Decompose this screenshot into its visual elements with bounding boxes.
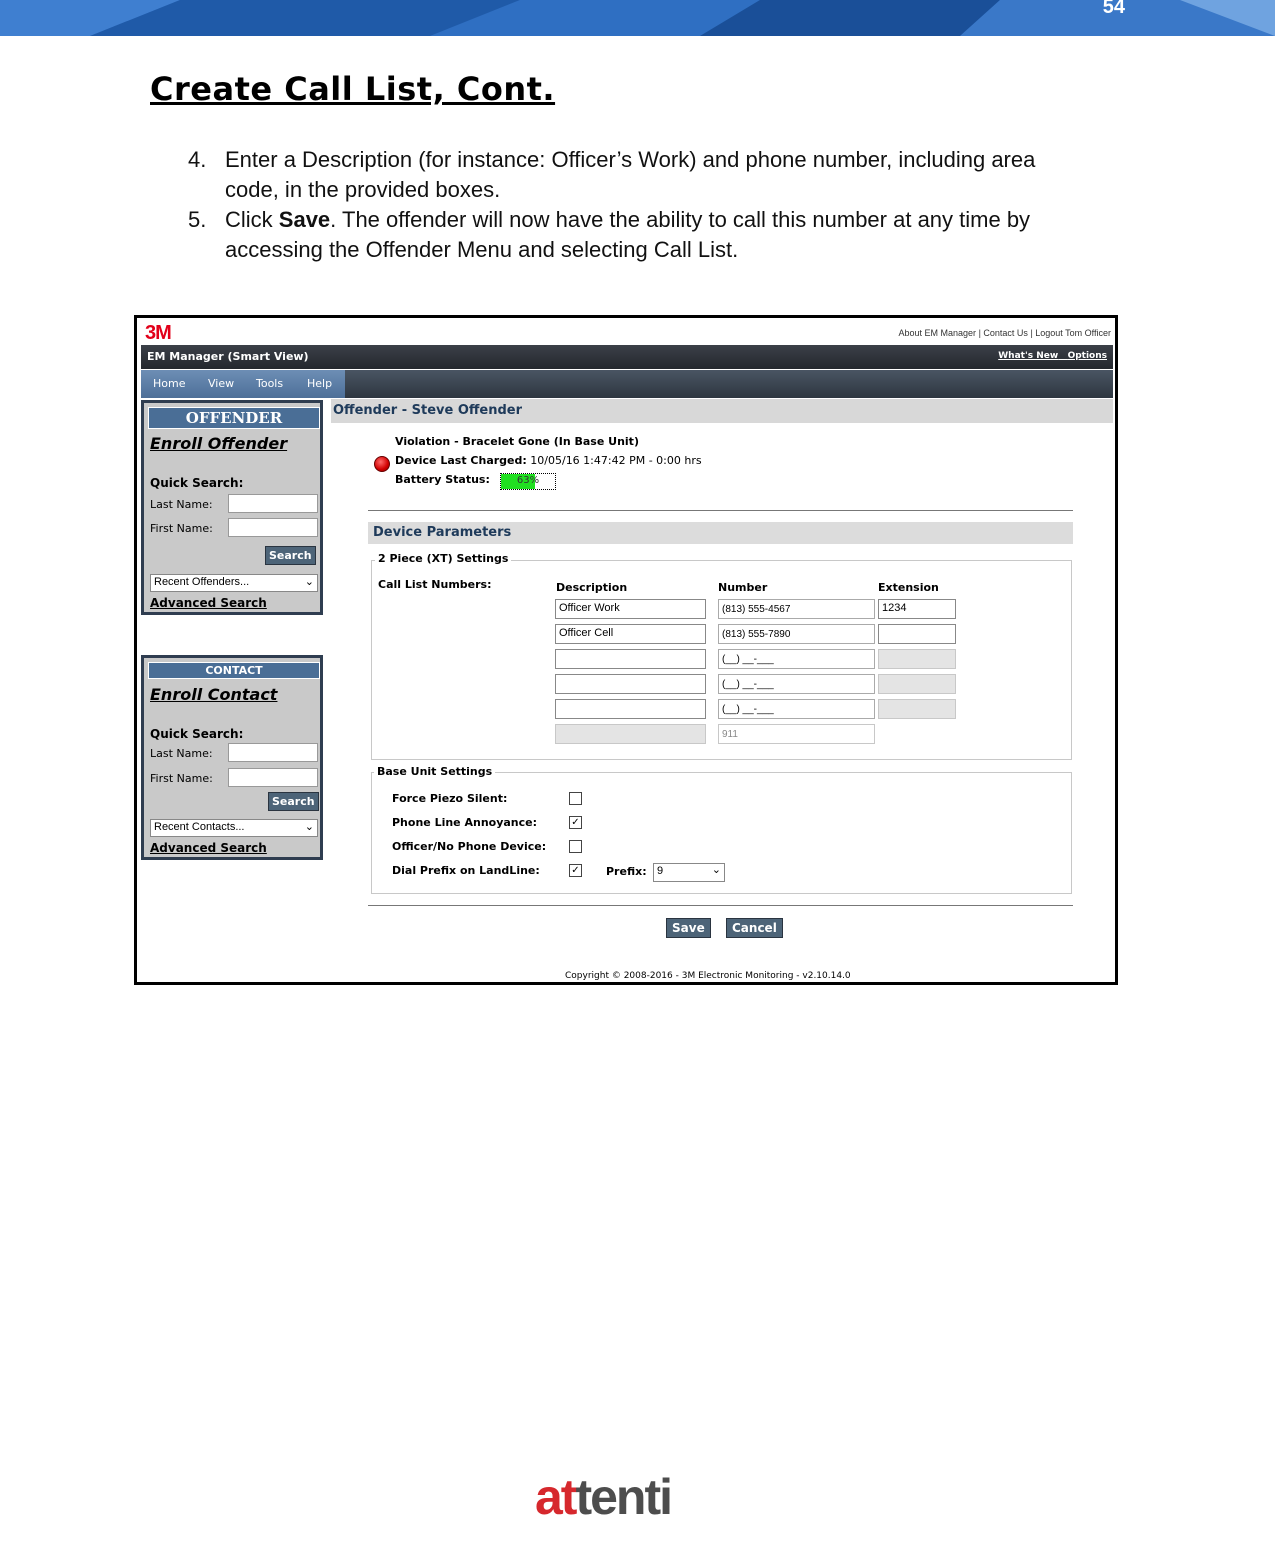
- base-setting-label: Dial Prefix on LandLine:: [392, 864, 540, 877]
- first-name-label: First Name:: [150, 522, 213, 535]
- extension-input[interactable]: 1234: [878, 599, 956, 619]
- offender-panel: [141, 400, 323, 615]
- device-last-charged: [395, 454, 702, 467]
- page-number: 54: [1102, 0, 1125, 18]
- app-title-bar: [141, 345, 1113, 369]
- extension-input[interactable]: [878, 624, 956, 644]
- emergency-number-field: 911: [718, 724, 875, 744]
- menu-bar: [141, 370, 1113, 398]
- menu-tools[interactable]: Tools: [256, 377, 284, 390]
- banner-decoration: [0, 0, 1275, 36]
- chevron-down-icon: ⌄: [711, 864, 721, 876]
- logo-part2: tenti: [575, 1469, 672, 1525]
- call-list-label: Call List Numbers:: [378, 578, 492, 591]
- step-number: 4.: [188, 147, 207, 172]
- col-number: Number: [718, 581, 768, 594]
- base-setting-label: Force Piezo Silent:: [392, 792, 508, 805]
- battery-value: 63%: [516, 475, 540, 486]
- battery-meter: [500, 473, 556, 490]
- recent-offenders-select[interactable]: [150, 574, 318, 592]
- extension-input-disabled: [878, 674, 956, 694]
- extension-input-disabled: [878, 649, 956, 669]
- prefix-label: Prefix:: [606, 865, 647, 878]
- last-name-label: Last Name:: [150, 747, 213, 760]
- menu-view[interactable]: View: [208, 377, 235, 390]
- contact-panel: [141, 655, 323, 860]
- chevron-down-icon: ⌄: [304, 821, 314, 833]
- quick-search-label: Quick Search:: [150, 727, 244, 741]
- charged-label: Device Last Charged:: [395, 454, 527, 467]
- number-input[interactable]: (__) __-___: [718, 649, 875, 669]
- description-input[interactable]: Officer Work: [555, 599, 706, 619]
- contact-first-name-input[interactable]: [228, 768, 318, 787]
- last-name-label: Last Name:: [150, 498, 213, 511]
- force-piezo-checkbox[interactable]: [569, 792, 582, 805]
- offender-header: [331, 399, 1113, 423]
- number-input[interactable]: (__) __-___: [718, 674, 875, 694]
- save-button[interactable]: Save: [666, 918, 711, 938]
- battery-label: Battery Status:: [395, 473, 490, 486]
- first-name-label: First Name:: [150, 772, 213, 785]
- description-input-disabled: [555, 724, 706, 744]
- quick-search-label: Quick Search:: [150, 476, 244, 490]
- device-parameters-title: Device Parameters: [373, 525, 512, 540]
- phone-line-annoyance-checkbox[interactable]: ✓: [569, 816, 582, 829]
- chevron-down-icon: ⌄: [304, 576, 314, 588]
- contact-us-link[interactable]: Contact Us: [983, 328, 1028, 338]
- device-parameters-header: [368, 522, 1073, 544]
- logo-part1: at: [535, 1469, 576, 1525]
- number-input[interactable]: (__) __-___: [718, 699, 875, 719]
- page-header-banner: [0, 0, 1275, 36]
- dial-prefix-checkbox[interactable]: ✓: [569, 864, 582, 877]
- options-link[interactable]: Options: [1067, 351, 1107, 361]
- base-setting-label: Phone Line Annoyance:: [392, 816, 538, 829]
- app-screenshot: [134, 315, 1118, 985]
- step-number: 5.: [188, 207, 207, 232]
- col-description: Description: [556, 581, 628, 594]
- violation-text: Violation - Bracelet Gone (In Base Unit): [395, 435, 639, 448]
- step-5: [188, 205, 1088, 265]
- divider: [368, 510, 1073, 511]
- description-input[interactable]: [555, 649, 706, 669]
- extension-input-disabled: [878, 699, 956, 719]
- description-input[interactable]: Officer Cell: [555, 624, 706, 644]
- prefix-select[interactable]: [653, 863, 725, 882]
- prefix-value: 9: [657, 865, 664, 877]
- recent-offenders-value: Recent Offenders...: [154, 576, 250, 588]
- contact-advanced-search-link[interactable]: Advanced Search: [150, 841, 267, 855]
- step-text: Click: [225, 207, 279, 232]
- recent-contacts-value: Recent Contacts...: [154, 821, 245, 833]
- contact-search-button[interactable]: Search: [268, 792, 319, 811]
- menu-help[interactable]: Help: [307, 377, 333, 390]
- offender-search-button[interactable]: Search: [265, 546, 316, 565]
- number-input[interactable]: (813) 555-7890: [718, 624, 875, 644]
- instruction-steps: [188, 145, 1088, 265]
- description-input[interactable]: [555, 699, 706, 719]
- menu-tabs: [141, 370, 345, 398]
- logout-link[interactable]: Logout Tom Officer: [1035, 328, 1111, 338]
- 3m-logo: 3M: [145, 322, 171, 344]
- step-4: [188, 145, 1088, 205]
- step-text-cont: . The offender will now have the ability to call this number at any time by accessing the Offender Menu and selecting Call List.: [225, 207, 1031, 262]
- cancel-button[interactable]: Cancel: [726, 918, 783, 938]
- offender-advanced-search-link[interactable]: Advanced Search: [150, 596, 267, 610]
- offender-last-name-input[interactable]: [228, 494, 318, 513]
- attenti-logo: [535, 1468, 671, 1526]
- xt-settings-legend: 2 Piece (XT) Settings: [375, 552, 511, 565]
- copyright: Copyright © 2008-2016 - 3M Electronic Monitoring - v2.10.14.0: [565, 971, 851, 981]
- step-text: Enter a Description (for instance: Officer’s Work) and phone number, including area code, in the provided boxes.: [225, 147, 1036, 202]
- step-bold: Save: [278, 207, 331, 232]
- offender-first-name-input[interactable]: [228, 518, 318, 537]
- base-setting-label: Officer/No Phone Device:: [392, 840, 547, 853]
- contact-panel-header: CONTACT: [148, 662, 320, 679]
- alert-icon: [374, 456, 390, 472]
- officer-no-phone-checkbox[interactable]: [569, 840, 582, 853]
- page-title: Create Call List, Cont.: [150, 70, 556, 108]
- menu-home[interactable]: Home: [153, 377, 186, 390]
- offender-panel-header: OFFENDER: [148, 407, 320, 429]
- base-unit-legend: Base Unit Settings: [374, 765, 495, 778]
- whats-new-link[interactable]: What's New: [998, 351, 1059, 361]
- title-links: [998, 351, 1107, 361]
- charged-value: 10/05/16 1:47:42 PM - 0:00 hrs: [530, 454, 702, 467]
- app-title: EM Manager (Smart View): [147, 350, 309, 363]
- enroll-contact-link[interactable]: Enroll Contact: [150, 685, 278, 704]
- enroll-offender-link[interactable]: Enroll Offender: [150, 434, 288, 453]
- description-input[interactable]: [555, 674, 706, 694]
- contact-last-name-input[interactable]: [228, 743, 318, 762]
- divider: [368, 905, 1073, 906]
- recent-contacts-select[interactable]: [150, 819, 318, 837]
- col-extension: Extension: [878, 581, 939, 594]
- number-input[interactable]: (813) 555-4567: [718, 599, 875, 619]
- offender-title: Offender - Steve Offender: [333, 403, 523, 418]
- top-links: About EM Manager | Contact Us | Logout Tom Officer: [898, 328, 1111, 338]
- about-link[interactable]: About EM Manager: [898, 328, 977, 338]
